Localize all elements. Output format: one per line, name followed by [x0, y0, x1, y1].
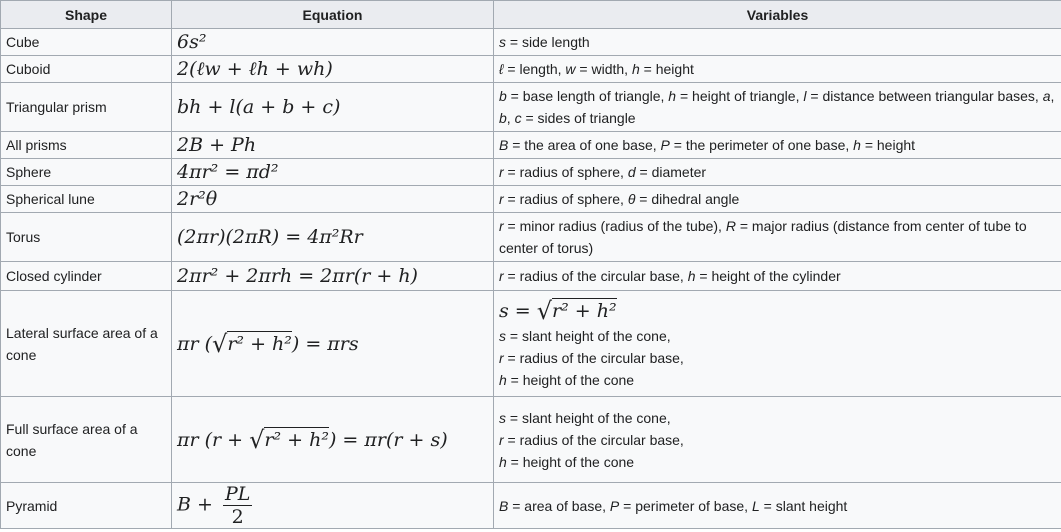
variable-symbol: h [668, 88, 677, 104]
equation-cell: (2πr)(2πR) = 4π²Rr [172, 213, 494, 262]
shape-cell: Closed cylinder [1, 262, 172, 291]
variable-symbol: r [499, 191, 504, 207]
variables-line [499, 495, 1056, 517]
variables-line [499, 85, 1056, 107]
table-row [1, 483, 1061, 529]
table-row [1, 186, 1061, 213]
table-row [1, 291, 1061, 397]
variable-symbol: ℓ [499, 61, 504, 77]
variable-text: = perimeter of base, [619, 497, 752, 514]
table-row [1, 56, 1061, 83]
variable-text: = height of the cone [506, 371, 635, 388]
variables-cell [494, 132, 1061, 159]
table-row [1, 159, 1061, 186]
variables-line [499, 325, 1056, 347]
variables-line [499, 407, 1056, 429]
variable-text: = diameter [635, 164, 707, 180]
variables-line [499, 58, 1056, 80]
variable-text: = width, [575, 61, 632, 77]
eq-post: ) = πr(r + s) [328, 428, 448, 451]
variable-text: = minor radius (radius of the tube), [503, 218, 726, 234]
equation-cell: 4πr² = πd² [172, 159, 494, 186]
shape-cell: Lateral surface area of a cone [1, 291, 172, 397]
variables-cell [494, 159, 1061, 186]
variables-line [499, 188, 1056, 210]
eq-pre: πr (r + [177, 428, 250, 451]
variables-line [499, 31, 1056, 53]
sqrt-radicand: r² + h² [227, 332, 292, 355]
equation-cell [172, 291, 494, 397]
variable-text: , [506, 110, 515, 126]
variables-line [499, 369, 1056, 391]
header-shape: Shape [1, 1, 172, 29]
variables-cell [494, 186, 1061, 213]
variable-symbol: h [631, 61, 640, 77]
variable-symbol: l [803, 88, 807, 104]
variable-symbol: L [751, 497, 760, 514]
equation-cell [172, 483, 494, 529]
variable-symbol: B [499, 497, 509, 514]
variable-symbol: R [725, 218, 736, 234]
equation-cell [172, 397, 494, 483]
variable-text: = radius of the circular base, [503, 349, 684, 366]
variable-text: = side length [506, 34, 590, 50]
formula-lhs: s = [499, 299, 537, 322]
shape-cell: Pyramid [1, 483, 172, 529]
variable-symbol: h [499, 453, 507, 470]
variables-line [499, 347, 1056, 369]
variable-text: = area of base, [508, 497, 610, 514]
variable-symbol: r [499, 164, 504, 180]
variables-cell [494, 29, 1061, 56]
variable-text: = radius of the circular base, [503, 431, 684, 448]
header-row [1, 1, 1061, 29]
variable-text: , [1050, 88, 1055, 104]
variable-symbol: r [499, 268, 504, 284]
sqrt-radical: √r² + h² [212, 329, 292, 358]
variable-text: = dihedral angle [635, 191, 740, 207]
variables-line [499, 215, 1056, 237]
equation-cell: 2B + Ph [172, 132, 494, 159]
variable-symbol: d [627, 164, 636, 180]
variable-symbol: c [514, 110, 522, 126]
equation-cell: 2r²θ [172, 186, 494, 213]
variable-text: = sides of triangle [521, 110, 636, 126]
variables-cell [494, 56, 1061, 83]
equation-cell: 2(ℓw + ℓh + wh) [172, 56, 494, 83]
variables-cell [494, 262, 1061, 291]
variable-symbol: b [499, 110, 507, 126]
variable-symbol: w [565, 61, 576, 77]
table-row [1, 29, 1061, 56]
sqrt-radical: √r² + h² [249, 425, 329, 454]
variables-line [499, 451, 1056, 473]
shape-cell: All prisms [1, 132, 172, 159]
variable-text: = the area of one base, [508, 137, 661, 153]
eq-pre: πr ( [177, 332, 213, 355]
variable-text: = major radius (distance from center of tube to [735, 218, 1027, 234]
variable-text: = radius of sphere, [503, 191, 628, 207]
eq-pre: B + [177, 493, 219, 516]
equation-cell: bh + l(a + b + c) [172, 83, 494, 132]
variable-text: = height [639, 61, 694, 77]
variable-symbol: B [499, 137, 509, 153]
variables-line [499, 429, 1056, 451]
shape-cell: Triangular prism [1, 83, 172, 132]
shape-cell: Torus [1, 213, 172, 262]
variable-symbol: s [499, 409, 506, 426]
variable-symbol: h [499, 371, 507, 388]
fraction [223, 483, 252, 528]
shape-cell: Sphere [1, 159, 172, 186]
variable-symbol: s [499, 327, 506, 344]
variable-symbol: r [499, 349, 504, 366]
table-row [1, 83, 1061, 132]
variables-cell [494, 397, 1061, 483]
shape-cell: Spherical lune [1, 186, 172, 213]
variable-text: = radius of the circular base, [503, 268, 688, 284]
variable-symbol: b [499, 88, 507, 104]
header-equation: Equation [172, 1, 494, 29]
variable-symbol: P [609, 497, 620, 514]
variable-text: = base length of triangle, [506, 88, 669, 104]
variable-text: = length, [503, 61, 566, 77]
variable-text: = slant height of the cone, [506, 327, 671, 344]
variable-text: = slant height of the cone, [506, 409, 671, 426]
variable-symbol: θ [627, 191, 636, 207]
variable-symbol: r [499, 218, 504, 234]
variables-line [499, 107, 1056, 129]
variables-line [499, 237, 1056, 259]
table-row [1, 213, 1061, 262]
table-row [1, 397, 1061, 483]
variables-cell [494, 291, 1061, 397]
fraction-denominator: 2 [231, 506, 244, 528]
shape-cell: Full surface area of a cone [1, 397, 172, 483]
sqrt-radicand: r² + h² [552, 299, 617, 322]
eq-post: ) = πrs [291, 332, 359, 355]
variable-text: = distance between triangular bases, [806, 88, 1043, 104]
variable-text: = height of triangle, [676, 88, 804, 104]
shape-cell: Cuboid [1, 56, 172, 83]
variables-line [499, 265, 1056, 287]
variable-symbol: P [660, 137, 670, 153]
variable-symbol: s [499, 34, 506, 50]
variable-text: center of torus) [499, 240, 594, 256]
header-variables: Variables [494, 1, 1061, 29]
variable-symbol: h [687, 268, 696, 284]
slant-height-formula [499, 297, 1056, 325]
variable-symbol: h [853, 137, 861, 153]
variable-text: = the perimeter of one base, [669, 137, 854, 153]
table-row [1, 132, 1061, 159]
table-row [1, 262, 1061, 291]
variables-lines [499, 325, 1056, 391]
variables-cell [494, 83, 1061, 132]
equation-cell: 2πr² + 2πrh = 2πr(r + h) [172, 262, 494, 291]
variable-text: = height [860, 137, 916, 153]
variable-text: = slant height [759, 497, 848, 514]
variables-line [499, 134, 1056, 156]
variable-text: = height of the cylinder [695, 268, 841, 284]
variables-line [499, 161, 1056, 183]
variables-cell [494, 213, 1061, 262]
variable-symbol: a [1042, 88, 1051, 104]
shape-cell: Cube [1, 29, 172, 56]
sqrt-radicand: r² + h² [264, 428, 329, 451]
variables-cell [494, 483, 1061, 529]
fraction-numerator: PL [224, 483, 251, 505]
equation-cell: 6s² [172, 29, 494, 56]
variable-text: = radius of sphere, [503, 164, 628, 180]
sqrt-radical: √r² + h² [536, 296, 617, 325]
variable-symbol: r [499, 431, 504, 448]
variable-text: = height of the cone [506, 453, 635, 470]
